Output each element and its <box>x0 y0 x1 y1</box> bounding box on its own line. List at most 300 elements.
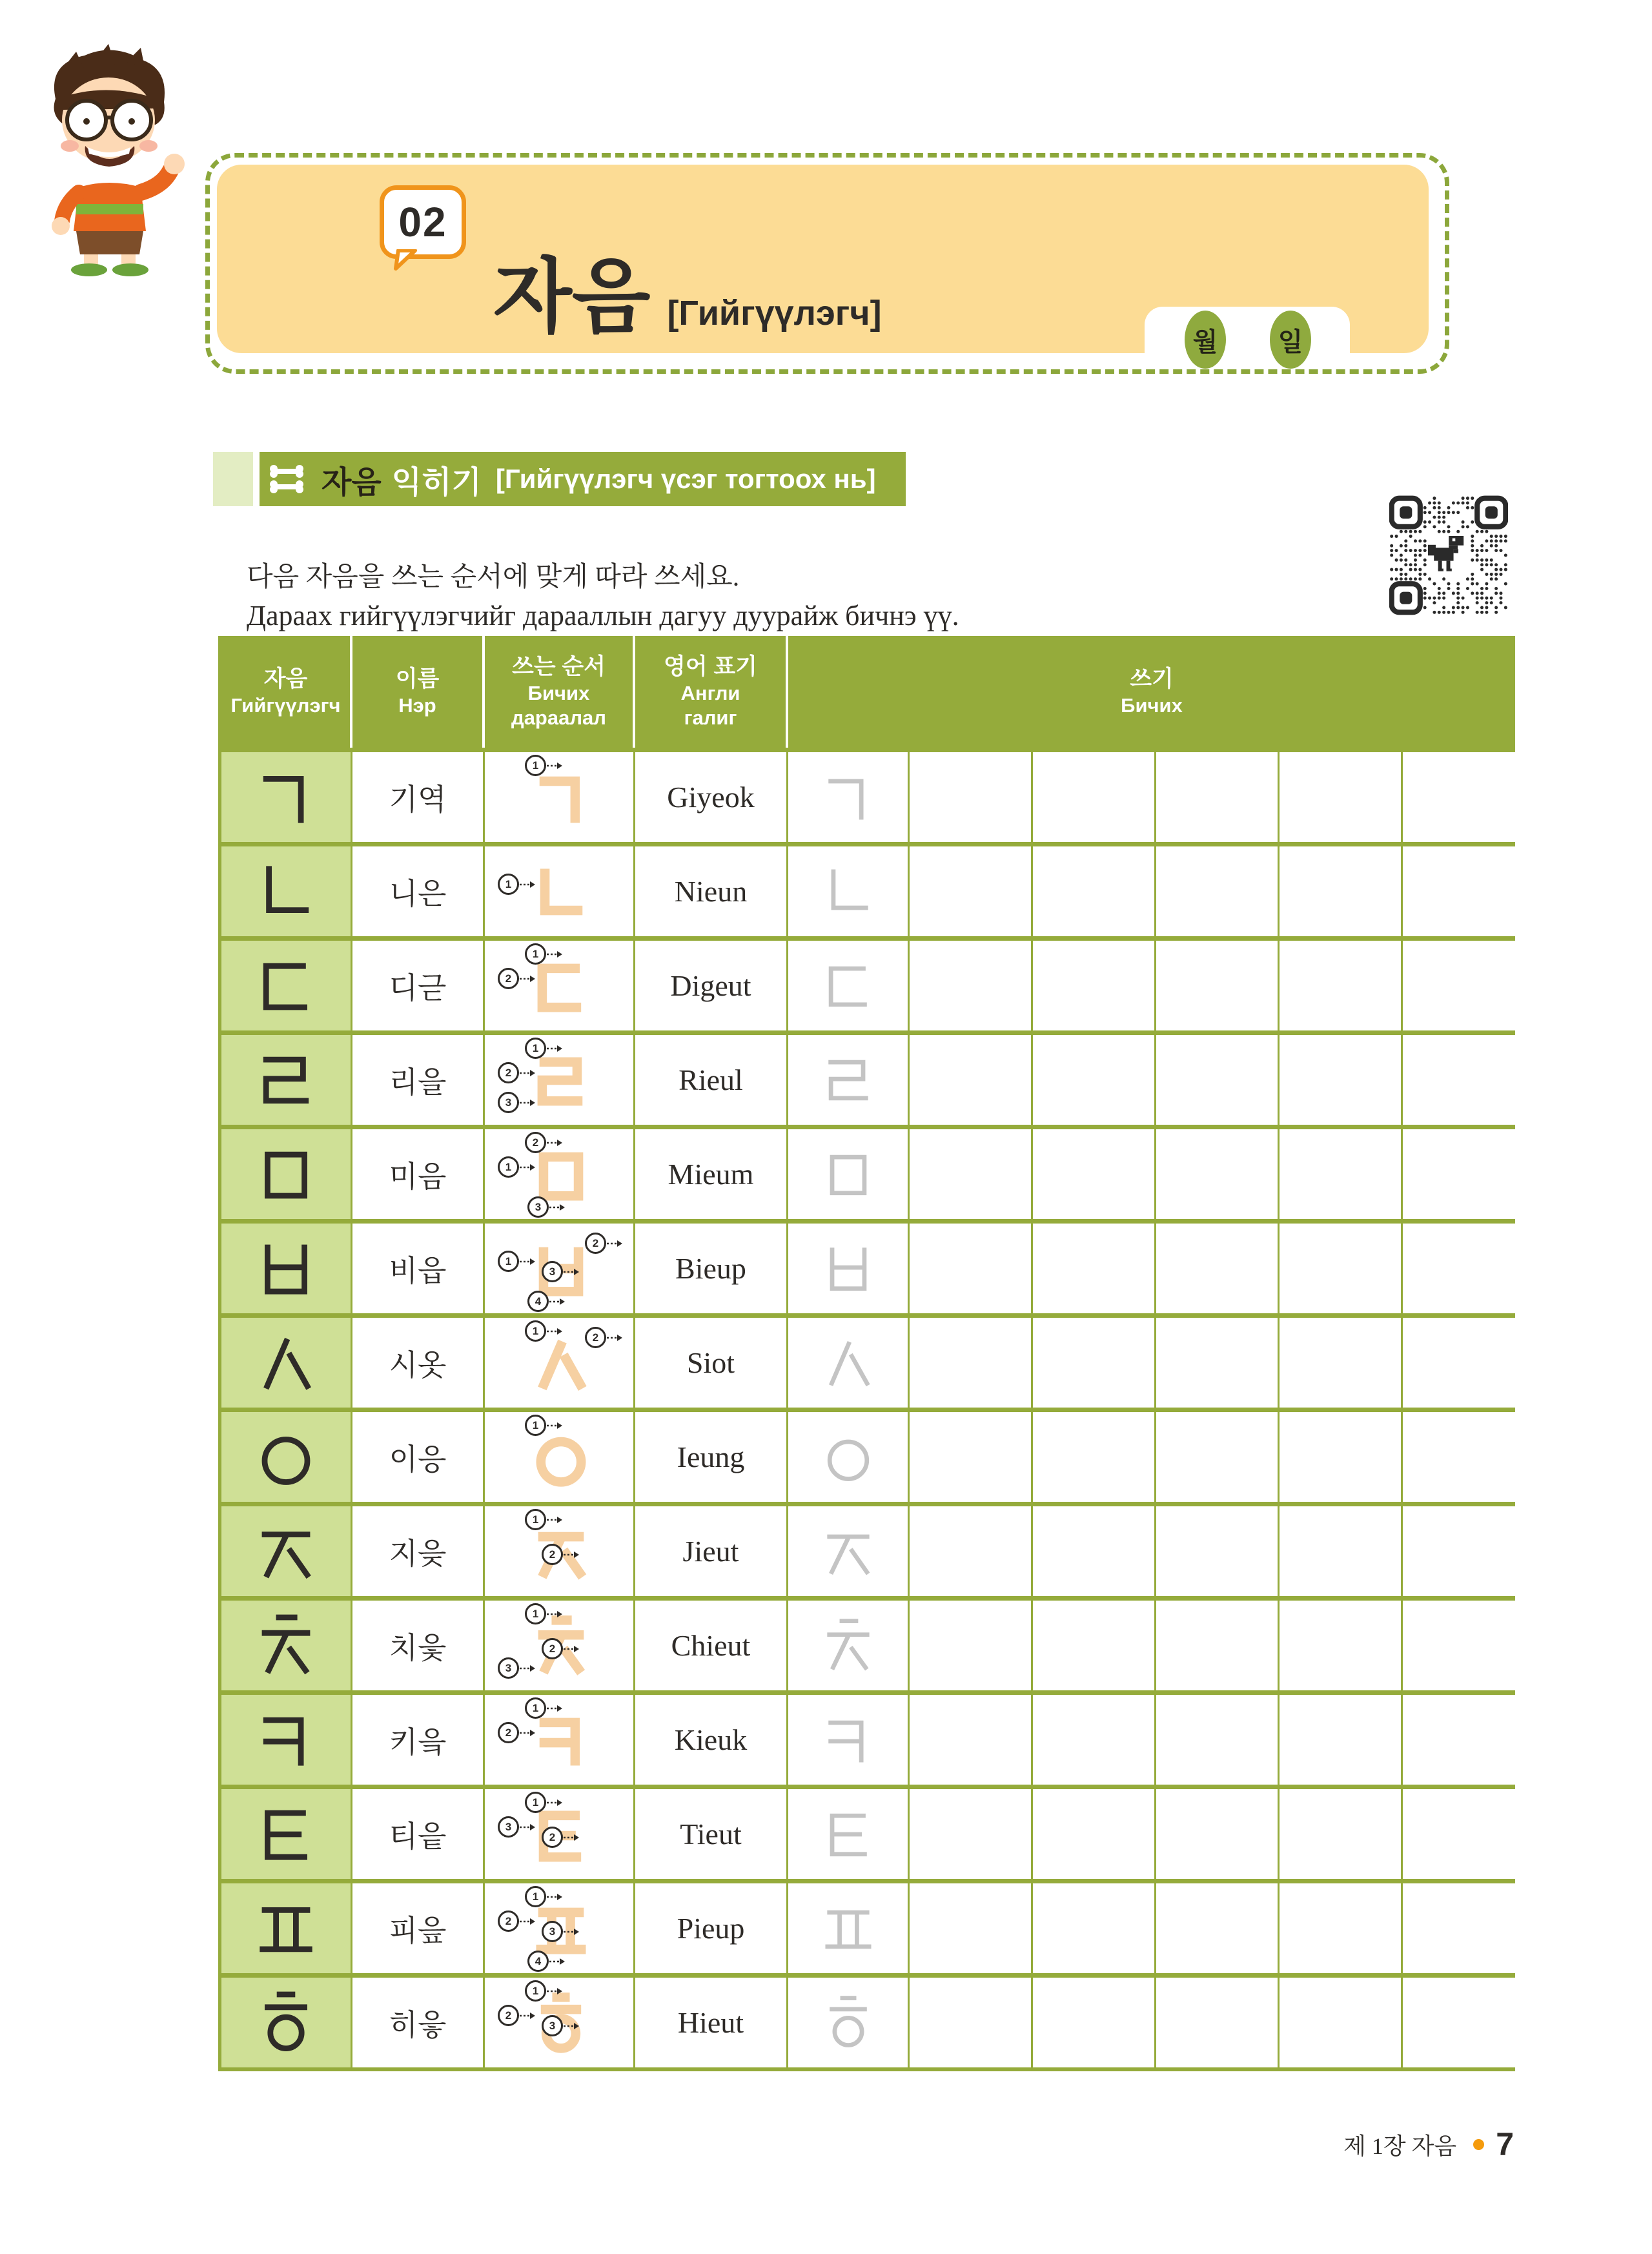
stroke-order-diagram <box>485 941 633 1030</box>
stroke-number-badge: 2 <box>498 1062 519 1083</box>
stroke-number-badge: 1 <box>525 1415 546 1436</box>
qr-code-dino-icon <box>1389 493 1508 617</box>
practice-cell-jieut-5 <box>1280 1502 1403 1596</box>
footer-chapter-label: 제 1장 자음 <box>1343 2133 1457 2159</box>
consonant-name: 디귿 <box>389 971 447 1005</box>
stroke-number-badge: 3 <box>498 1092 519 1113</box>
col-header-name: 이름 Нэр <box>352 636 485 748</box>
chapter-number: 02 <box>398 199 447 245</box>
stroke-step-1 <box>525 1038 563 1059</box>
page-title-korean: 자음 <box>493 251 651 342</box>
consonant-glyph-mieum <box>250 1139 321 1210</box>
footer-page-number: 7 <box>1496 2126 1514 2162</box>
stroke-step-1 <box>525 1603 563 1624</box>
practice-cell-rieul-3 <box>1033 1030 1156 1125</box>
practice-cell-ieung-5 <box>1280 1408 1403 1502</box>
stroke-order-glyph-nieun <box>527 859 595 927</box>
stroke-step-3 <box>542 1261 580 1282</box>
romanization-label: Hieut <box>677 2006 744 2039</box>
romanization-label: Siot <box>686 1346 735 1379</box>
traced-letter-ieung <box>817 1426 879 1488</box>
instruction-korean: 다음 자음을 쓰는 순서에 맞게 따라 쓰세요. <box>247 562 740 592</box>
traced-letter-siot <box>817 1332 879 1394</box>
stroke-step-3 <box>542 2015 580 2036</box>
consonant-glyph-chieut <box>250 1610 321 1681</box>
practice-cell-rieul-2 <box>910 1030 1033 1125</box>
traced-letter-kieuk <box>817 1709 879 1771</box>
name-cell-ieung <box>352 1408 485 1502</box>
stroke-step-1 <box>525 943 563 965</box>
romanization-label: Ieung <box>677 1440 745 1473</box>
practice-cell-kieuk-5 <box>1280 1690 1403 1785</box>
practice-cell-pieup-5 <box>1280 1879 1403 1973</box>
stroke-step-3 <box>498 1092 536 1113</box>
romanization-label: Jieut <box>682 1535 739 1568</box>
consonant-name: 지읒 <box>389 1537 447 1570</box>
consonant-cell-jieut <box>221 1502 352 1596</box>
stroke-number-badge: 2 <box>542 1638 563 1659</box>
english-cell-kieuk <box>635 1690 788 1785</box>
stroke-number-badge: 2 <box>498 2005 519 2026</box>
consonant-cell-giyeok <box>221 748 352 842</box>
stroke-direction-arrow-icon <box>546 1987 563 1995</box>
name-cell-nieun <box>352 842 485 936</box>
stroke-step-1 <box>498 1251 536 1272</box>
practice-cell-mieum-1 <box>788 1125 910 1219</box>
stroke-direction-arrow-icon <box>563 1551 580 1559</box>
romanization-label: Nieun <box>674 875 748 908</box>
consonant-table <box>218 636 1515 2071</box>
chapter-number-bubble <box>380 185 466 259</box>
stroke-order-diagram <box>485 1129 633 1219</box>
stroke-number-badge: 1 <box>498 1156 519 1178</box>
practice-cell-pieup-4 <box>1156 1879 1280 1973</box>
stroke-order-cell-jieut <box>485 1502 635 1596</box>
consonant-glyph-kieuk <box>250 1705 321 1776</box>
practice-cell-digeut-1 <box>788 936 910 1030</box>
practice-cell-mieum-5 <box>1280 1125 1403 1219</box>
stroke-direction-arrow-icon <box>546 1422 563 1429</box>
consonant-glyph-digeut <box>250 950 321 1021</box>
consonant-name: 비읍 <box>389 1254 447 1287</box>
name-cell-mieum <box>352 1125 485 1219</box>
stroke-number-badge: 2 <box>525 1132 546 1153</box>
practice-cell-siot-1 <box>788 1313 910 1408</box>
practice-cell-pieup-6 <box>1403 1879 1515 1973</box>
name-cell-siot <box>352 1313 485 1408</box>
practice-cell-siot-6 <box>1403 1313 1515 1408</box>
name-cell-rieul <box>352 1030 485 1125</box>
stroke-order-cell-bieup <box>485 1219 635 1313</box>
stroke-direction-arrow-icon <box>519 1918 536 1925</box>
consonant-cell-mieum <box>221 1125 352 1219</box>
stroke-number-badge: 2 <box>585 1327 606 1348</box>
section-title-korean: 자음 <box>321 465 382 500</box>
practice-cell-bieup-4 <box>1156 1219 1280 1313</box>
traced-letter-giyeok <box>817 766 879 828</box>
romanization-label: Bieup <box>675 1252 746 1285</box>
stroke-step-2 <box>585 1233 623 1254</box>
stroke-number-badge: 1 <box>525 1980 546 2002</box>
consonant-name: 미음 <box>389 1160 447 1193</box>
consonant-cell-kieuk <box>221 1690 352 1785</box>
name-cell-tieut <box>352 1785 485 1879</box>
stroke-step-2 <box>585 1327 623 1348</box>
practice-cell-hieut-2 <box>910 1973 1033 2067</box>
stroke-step-1 <box>498 1156 536 1178</box>
name-cell-giyeok <box>352 748 485 842</box>
practice-cell-kieuk-3 <box>1033 1690 1156 1785</box>
stroke-order-cell-ieung <box>485 1408 635 1502</box>
consonant-name: 리을 <box>389 1065 447 1099</box>
page-title <box>493 232 882 349</box>
stroke-order-diagram <box>485 1978 633 2067</box>
stroke-order-diagram <box>485 1035 633 1125</box>
practice-cell-hieut-1 <box>788 1973 910 2067</box>
english-cell-rieul <box>635 1030 788 1125</box>
traced-letter-nieun <box>817 861 879 923</box>
stroke-direction-arrow-icon <box>519 881 536 888</box>
stroke-step-2 <box>542 1827 580 1848</box>
stroke-order-diagram <box>485 1318 633 1408</box>
stroke-step-2 <box>542 1544 580 1565</box>
stroke-number-badge: 1 <box>498 874 519 895</box>
stroke-number-badge: 1 <box>525 1886 546 1907</box>
consonant-glyph-nieun <box>250 856 321 927</box>
stroke-step-1 <box>525 1980 563 2002</box>
binder-bones-icon <box>269 463 307 495</box>
stroke-order-cell-siot <box>485 1313 635 1408</box>
consonant-glyph-jieut <box>250 1516 321 1587</box>
stroke-number-badge: 1 <box>525 943 546 965</box>
practice-cell-jieut-3 <box>1033 1502 1156 1596</box>
practice-cell-tieut-6 <box>1403 1785 1515 1879</box>
practice-cell-giyeok-5 <box>1280 748 1403 842</box>
stroke-direction-arrow-icon <box>519 1823 536 1831</box>
practice-cell-jieut-2 <box>910 1502 1033 1596</box>
traced-letter-chieut <box>817 1615 879 1677</box>
practice-cell-bieup-1 <box>788 1219 910 1313</box>
instruction-mongolian: Дараах гийгүүлэгчийг дарааллын дагуу дуурайж бичнэ үү. <box>247 600 959 631</box>
consonant-glyph-pieup <box>250 1893 321 1964</box>
romanization-label: Digeut <box>670 969 751 1002</box>
name-cell-chieut <box>352 1596 485 1690</box>
stroke-direction-arrow-icon <box>563 1834 580 1841</box>
consonant-name: 이응 <box>389 1442 447 1476</box>
stroke-number-badge: 2 <box>585 1233 606 1254</box>
stroke-step-1 <box>525 1792 563 1813</box>
consonant-cell-rieul <box>221 1030 352 1125</box>
practice-cell-rieul-1 <box>788 1030 910 1125</box>
consonant-name: 기역 <box>389 783 447 816</box>
day-label-badge: 일 <box>1270 311 1311 369</box>
stroke-number-badge: 1 <box>498 1251 519 1272</box>
consonant-cell-siot <box>221 1313 352 1408</box>
speech-bubble-tail <box>393 249 419 271</box>
consonant-cell-nieun <box>221 842 352 936</box>
practice-cell-chieut-5 <box>1280 1596 1403 1690</box>
stroke-order-diagram <box>485 846 633 936</box>
practice-cell-giyeok-2 <box>910 748 1033 842</box>
stroke-step-4 <box>527 1291 566 1312</box>
english-cell-pieup <box>635 1879 788 1973</box>
stroke-order-diagram <box>485 1789 633 1879</box>
consonant-glyph-giyeok <box>250 762 321 833</box>
traced-letter-bieup <box>817 1238 879 1300</box>
practice-cell-jieut-1 <box>788 1502 910 1596</box>
stroke-number-badge: 2 <box>542 1544 563 1565</box>
stroke-direction-arrow-icon <box>546 1045 563 1052</box>
practice-cell-nieun-3 <box>1033 842 1156 936</box>
consonant-glyph-hieut <box>250 1987 321 2058</box>
stroke-direction-arrow-icon <box>549 1958 566 1965</box>
stroke-number-badge: 2 <box>498 1911 519 1932</box>
consonant-cell-hieut <box>221 1973 352 2067</box>
name-cell-kieuk <box>352 1690 485 1785</box>
stroke-direction-arrow-icon <box>546 1893 563 1901</box>
stroke-number-badge: 1 <box>525 1603 546 1624</box>
section-title-mongolian: [Гийгүүлэгч үсэг тогтоох нь] <box>495 464 876 494</box>
english-cell-hieut <box>635 1973 788 2067</box>
practice-cell-rieul-6 <box>1403 1030 1515 1125</box>
practice-cell-nieun-2 <box>910 842 1033 936</box>
stroke-order-diagram <box>485 1224 633 1313</box>
traced-letter-rieul <box>817 1049 879 1111</box>
romanization-label: Pieup <box>677 1912 745 1945</box>
practice-cell-siot-4 <box>1156 1313 1280 1408</box>
practice-cell-tieut-4 <box>1156 1785 1280 1879</box>
practice-cell-pieup-2 <box>910 1879 1033 1973</box>
stroke-order-cell-nieun <box>485 842 635 936</box>
consonant-glyph-ieung <box>250 1422 321 1493</box>
english-cell-mieum <box>635 1125 788 1219</box>
practice-cell-mieum-3 <box>1033 1125 1156 1219</box>
section-bar <box>260 452 906 506</box>
stroke-step-2 <box>542 1638 580 1659</box>
stroke-direction-arrow-icon <box>519 1163 536 1171</box>
stroke-direction-arrow-icon <box>563 1928 580 1936</box>
practice-cell-chieut-4 <box>1156 1596 1280 1690</box>
practice-cell-siot-3 <box>1033 1313 1156 1408</box>
consonant-name: 히읗 <box>389 2008 447 2042</box>
stroke-step-2 <box>498 1722 536 1743</box>
traced-letter-mieum <box>817 1143 879 1205</box>
stroke-direction-arrow-icon <box>519 975 536 983</box>
practice-cell-ieung-2 <box>910 1408 1033 1502</box>
section-title-korean-2: 익히기 <box>391 465 482 500</box>
name-cell-digeut <box>352 936 485 1030</box>
practice-cell-jieut-4 <box>1156 1502 1280 1596</box>
practice-cell-kieuk-1 <box>788 1690 910 1785</box>
stroke-number-badge: 3 <box>527 1196 549 1218</box>
practice-cell-bieup-2 <box>910 1219 1033 1313</box>
stroke-step-1 <box>525 1697 563 1719</box>
stroke-step-1 <box>525 1509 563 1530</box>
stroke-order-diagram <box>485 1695 633 1785</box>
stroke-order-cell-kieuk <box>485 1690 635 1785</box>
english-cell-jieut <box>635 1502 788 1596</box>
traced-letter-hieut <box>817 1992 879 2054</box>
consonant-cell-ieung <box>221 1408 352 1502</box>
col-header-english: 영어 표기 Англи галиг <box>635 636 788 748</box>
practice-cell-digeut-2 <box>910 936 1033 1030</box>
practice-cell-nieun-5 <box>1280 842 1403 936</box>
practice-cell-ieung-1 <box>788 1408 910 1502</box>
english-cell-siot <box>635 1313 788 1408</box>
practice-cell-mieum-2 <box>910 1125 1033 1219</box>
stroke-step-3 <box>527 1196 566 1218</box>
practice-cell-pieup-1 <box>788 1879 910 1973</box>
stroke-step-1 <box>498 874 536 895</box>
practice-cell-bieup-5 <box>1280 1219 1403 1313</box>
stroke-direction-arrow-icon <box>546 1516 563 1524</box>
stroke-number-badge: 1 <box>525 1509 546 1530</box>
consonant-name: 시옷 <box>389 1348 447 1382</box>
stroke-direction-arrow-icon <box>546 1139 563 1147</box>
practice-cell-chieut-2 <box>910 1596 1033 1690</box>
col-header-writing: 쓰기 Бичих <box>788 636 1515 748</box>
stroke-number-badge: 2 <box>498 1722 519 1743</box>
stroke-step-2 <box>525 1132 563 1153</box>
practice-cell-tieut-3 <box>1033 1785 1156 1879</box>
english-cell-bieup <box>635 1219 788 1313</box>
consonant-cell-bieup <box>221 1219 352 1313</box>
stroke-order-diagram <box>485 1506 633 1596</box>
romanization-label: Tieut <box>680 1818 742 1850</box>
practice-cell-kieuk-2 <box>910 1690 1033 1785</box>
stroke-direction-arrow-icon <box>546 762 563 770</box>
practice-cell-giyeok-6 <box>1403 748 1515 842</box>
name-cell-hieut <box>352 1973 485 2067</box>
stroke-step-1 <box>525 755 563 776</box>
col-header-consonant: 자음 Гийгүүлэгч <box>221 636 352 748</box>
english-cell-ieung <box>635 1408 788 1502</box>
stroke-step-3 <box>498 1816 536 1838</box>
practice-cell-rieul-5 <box>1280 1030 1403 1125</box>
stroke-order-diagram <box>485 1412 633 1502</box>
consonant-cell-tieut <box>221 1785 352 1879</box>
stroke-step-2 <box>498 1911 536 1932</box>
name-cell-bieup <box>352 1219 485 1313</box>
stroke-direction-arrow-icon <box>546 950 563 958</box>
practice-cell-pieup-3 <box>1033 1879 1156 1973</box>
stroke-number-badge: 3 <box>498 1816 519 1838</box>
practice-cell-rieul-4 <box>1156 1030 1280 1125</box>
date-fill-in-area <box>1145 307 1350 356</box>
stroke-step-1 <box>525 1320 563 1342</box>
stroke-number-badge: 4 <box>527 1291 549 1312</box>
stroke-order-cell-chieut <box>485 1596 635 1690</box>
stroke-step-2 <box>498 1062 536 1083</box>
practice-cell-digeut-3 <box>1033 936 1156 1030</box>
consonant-glyph-siot <box>250 1327 321 1399</box>
consonant-glyph-rieul <box>250 1045 321 1116</box>
stroke-number-badge: 1 <box>525 1697 546 1719</box>
consonant-name: 피읖 <box>389 1914 447 1947</box>
practice-cell-siot-5 <box>1280 1313 1403 1408</box>
practice-cell-nieun-6 <box>1403 842 1515 936</box>
practice-cell-giyeok-3 <box>1033 748 1156 842</box>
romanization-label: Rieul <box>678 1063 743 1096</box>
stroke-number-badge: 2 <box>542 1827 563 1848</box>
consonant-name: 니은 <box>389 877 447 910</box>
practice-cell-hieut-6 <box>1403 1973 1515 2067</box>
practice-cell-hieut-4 <box>1156 1973 1280 2067</box>
stroke-step-3 <box>542 1921 580 1942</box>
practice-cell-chieut-6 <box>1403 1596 1515 1690</box>
name-cell-jieut <box>352 1502 485 1596</box>
stroke-direction-arrow-icon <box>546 1705 563 1712</box>
practice-cell-digeut-4 <box>1156 936 1280 1030</box>
stroke-number-badge: 3 <box>498 1657 519 1679</box>
practice-cell-hieut-3 <box>1033 1973 1156 2067</box>
stroke-step-4 <box>527 1951 566 1972</box>
consonant-name: 키읔 <box>389 1725 447 1759</box>
stroke-order-cell-rieul <box>485 1030 635 1125</box>
stroke-number-badge: 1 <box>525 1038 546 1059</box>
stroke-direction-arrow-icon <box>563 1645 580 1653</box>
practice-cell-ieung-4 <box>1156 1408 1280 1502</box>
practice-cell-bieup-6 <box>1403 1219 1515 1313</box>
page-footer <box>1343 2126 1514 2163</box>
stroke-order-cell-hieut <box>485 1973 635 2067</box>
cartoon-boy-icon <box>17 37 210 276</box>
stroke-step-1 <box>525 1886 563 1907</box>
practice-cell-chieut-3 <box>1033 1596 1156 1690</box>
traced-letter-tieut <box>817 1803 879 1865</box>
stroke-step-2 <box>498 968 536 989</box>
section-accent-square <box>213 452 253 506</box>
romanization-label: Giyeok <box>667 781 755 814</box>
section-header <box>213 452 906 506</box>
stroke-direction-arrow-icon <box>519 1069 536 1077</box>
practice-cell-digeut-5 <box>1280 936 1403 1030</box>
stroke-step-1 <box>525 1415 563 1436</box>
stroke-number-badge: 3 <box>542 1261 563 1282</box>
practice-cell-digeut-6 <box>1403 936 1515 1030</box>
practice-cell-nieun-4 <box>1156 842 1280 936</box>
consonant-name: 치읓 <box>389 1631 447 1665</box>
stroke-number-badge: 3 <box>542 1921 563 1942</box>
practice-cell-bieup-3 <box>1033 1219 1156 1313</box>
traced-letter-pieup <box>817 1898 879 1960</box>
stroke-direction-arrow-icon <box>606 1334 623 1342</box>
stroke-direction-arrow-icon <box>546 1327 563 1335</box>
practice-cell-mieum-6 <box>1403 1125 1515 1219</box>
stroke-order-cell-mieum <box>485 1125 635 1219</box>
stroke-direction-arrow-icon <box>549 1298 566 1306</box>
stroke-direction-arrow-icon <box>519 1729 536 1737</box>
english-cell-tieut <box>635 1785 788 1879</box>
practice-cell-chieut-1 <box>788 1596 910 1690</box>
consonant-glyph-tieut <box>250 1799 321 1870</box>
practice-cell-hieut-5 <box>1280 1973 1403 2067</box>
stroke-order-cell-pieup <box>485 1879 635 1973</box>
practice-cell-tieut-5 <box>1280 1785 1403 1879</box>
english-cell-chieut <box>635 1596 788 1690</box>
traced-letter-digeut <box>817 955 879 1017</box>
stroke-direction-arrow-icon <box>519 1099 536 1107</box>
consonant-cell-digeut <box>221 936 352 1030</box>
consonant-glyph-bieup <box>250 1233 321 1304</box>
stroke-number-badge: 1 <box>525 1792 546 1813</box>
chapter-header-box <box>217 165 1429 356</box>
stroke-order-cell-tieut <box>485 1785 635 1879</box>
practice-cell-jieut-6 <box>1403 1502 1515 1596</box>
english-cell-digeut <box>635 936 788 1030</box>
consonant-name: 티읕 <box>389 1819 447 1853</box>
romanization-label: Chieut <box>671 1629 751 1662</box>
